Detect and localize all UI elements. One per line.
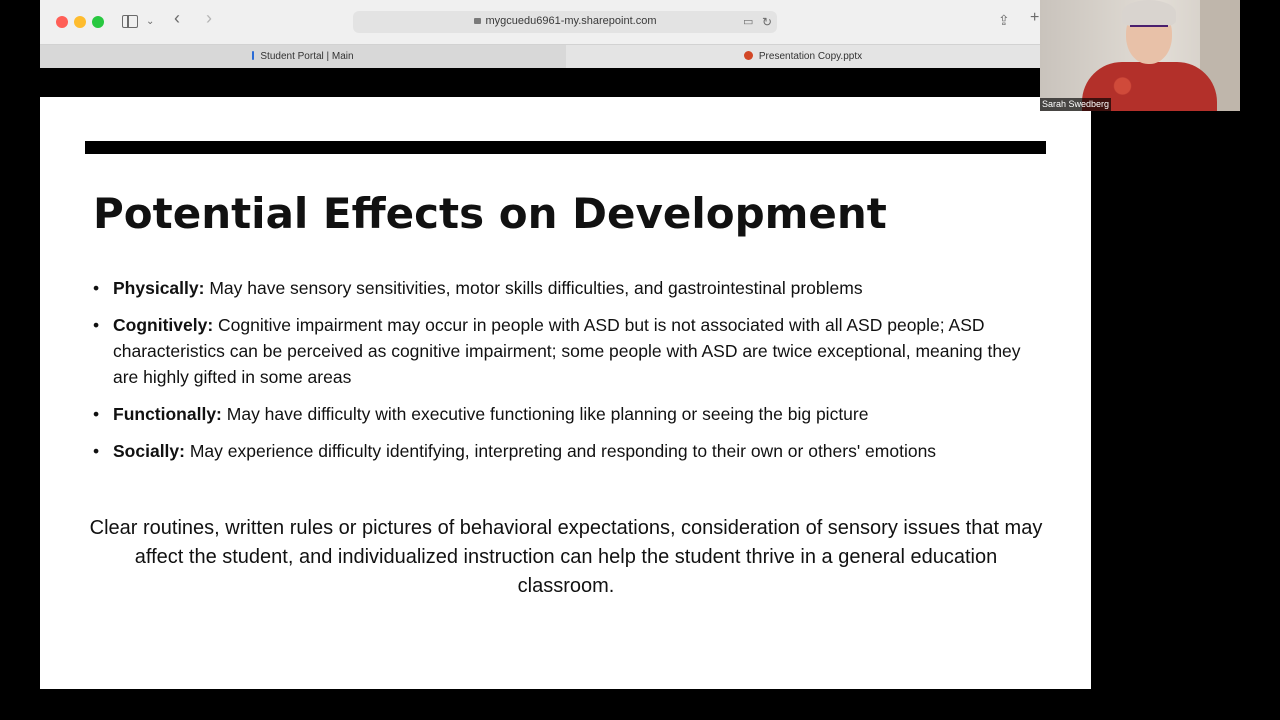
closing-statement: Clear routines, written rules or pictures of behavioral expectations, consideration of sensory issues that may affect the student, and individualized instruction can help the student thrive in a general education classroom. [89, 517, 1043, 597]
sidebar-toggle-icon[interactable] [122, 15, 138, 28]
participant-video-tile[interactable] [1040, 0, 1240, 111]
bullet-label: Cognitively: [113, 315, 214, 335]
bullet-socially [93, 438, 1043, 464]
forward-arrow-icon[interactable]: › [206, 8, 212, 28]
bullet-list [93, 275, 1043, 475]
slide-title: Potential Effects on Development [93, 189, 887, 238]
bullet-physically [93, 275, 1043, 301]
bullet-text: May experience difficulty identifying, interpreting and responding to their own or others' emotions [184, 441, 937, 461]
back-arrow-icon[interactable]: ‹ [174, 8, 180, 28]
share-icon[interactable]: ⇪ [998, 12, 1010, 28]
tab-strip [40, 44, 1040, 68]
minimize-window-button[interactable] [74, 16, 86, 28]
participant-hair [1122, 0, 1176, 26]
browser-toolbar [40, 0, 1040, 44]
new-tab-icon[interactable]: + [1030, 9, 1040, 26]
url-text: mygcuedu6961-my.sharepoint.com [485, 15, 657, 27]
zoom-window-button[interactable] [92, 16, 104, 28]
address-bar[interactable] [353, 11, 777, 33]
bullet-text: May have sensory sensitivities, motor skills difficulties, and gastrointestinal problems [204, 278, 863, 298]
bullet-text: May have difficulty with executive functioning like planning or seeing the big picture [221, 404, 869, 424]
chevron-down-icon[interactable]: ⌄ [146, 16, 155, 27]
tab-label: Presentation Copy.pptx [758, 51, 863, 62]
tab-label: Student Portal | Main [260, 51, 354, 62]
powerpoint-favicon-icon [744, 51, 753, 60]
slide-header-bar [85, 141, 1046, 154]
reload-icon[interactable]: ↻ [762, 15, 773, 29]
bullet-cognitively [93, 312, 1043, 390]
bullet-label: Socially: [113, 441, 185, 461]
bullet-text: Cognitive impairment may occur in people with ASD but is not associated with all ASD people; ASD characteristics can be perceived as cognitive impairment; some people with ASD are twice exceptional, meaning they are highly gifted in some areas [113, 315, 1021, 387]
lock-icon [474, 18, 481, 24]
participant-glasses [1130, 25, 1168, 35]
tab-student-portal[interactable] [40, 45, 566, 68]
reader-icon[interactable]: ▭ [743, 16, 754, 28]
close-window-button[interactable] [56, 16, 68, 28]
bullet-functionally [93, 401, 1043, 427]
document-favicon-icon [252, 51, 254, 60]
participant-name-label: Sarah Swedberg [1042, 99, 1110, 109]
presentation-slide [40, 97, 1091, 689]
bullet-label: Physically: [113, 278, 205, 298]
tab-presentation[interactable] [566, 45, 1040, 68]
bullet-label: Functionally: [113, 404, 222, 424]
browser-window [40, 0, 1040, 67]
